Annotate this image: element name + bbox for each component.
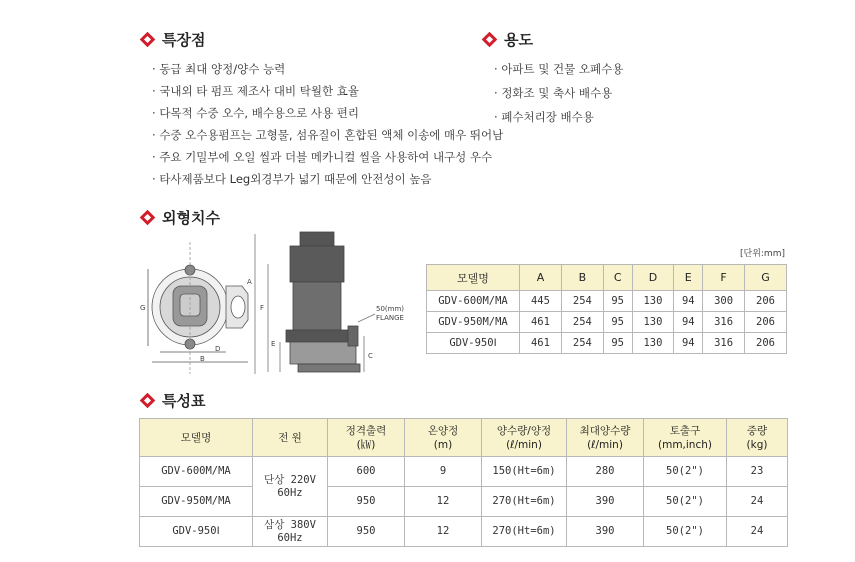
spec-header-cell: [567, 419, 644, 457]
feature-item: · 국내외 타 펌프 제조사 대비 탁월한 효율: [152, 80, 503, 102]
value-cell: 445: [520, 291, 562, 312]
spec-header-cell: [727, 419, 788, 457]
spec-header-line1: 중량: [746, 424, 768, 437]
flow-cell: 270(Ht=6m): [482, 517, 567, 547]
specs-heading: [140, 390, 205, 411]
spec-header-line1: 최대양수량: [579, 424, 631, 437]
dim-label-a: A: [247, 278, 252, 286]
usage-heading: [482, 29, 533, 50]
spec-header-cell: [253, 419, 328, 457]
spec-header-line2: (㎾): [356, 438, 376, 451]
spec-header-line1: 모델명: [180, 431, 212, 444]
head-cell: 12: [405, 517, 482, 547]
output-cell: 950: [328, 517, 405, 547]
usage-title: 용도: [504, 31, 533, 49]
max-flow-cell: 280: [567, 457, 644, 487]
spec-header-line2: (mm,inch): [658, 438, 712, 451]
spec-header-line2: (kg): [746, 438, 768, 451]
value-cell: 206: [745, 291, 787, 312]
spec-header-line1: 정격출력: [345, 424, 387, 437]
value-cell: 461: [520, 312, 562, 333]
dim-label-g: G: [140, 304, 146, 312]
dimension-header-cell: D: [632, 265, 674, 291]
power-line2: 60Hz: [277, 531, 303, 544]
spec-header-cell: [328, 419, 405, 457]
weight-cell: 24: [727, 517, 788, 547]
feature-item: · 동급 최대 양정/양수 능력: [152, 58, 503, 80]
feature-item: · 수중 오수용펌프는 고형물, 섬유질이 혼합된 액체 이송에 매우 뛰어남: [152, 124, 503, 146]
value-cell: 94: [674, 333, 703, 354]
dimension-header-cell: G: [745, 265, 787, 291]
value-cell: 130: [632, 312, 674, 333]
dimensions-title: 외형치수: [162, 209, 220, 227]
dimension-header-cell: F: [703, 265, 745, 291]
max-flow-cell: 390: [567, 517, 644, 547]
features-title: 특장점: [162, 31, 206, 49]
value-cell: 130: [632, 291, 674, 312]
value-cell: 95: [603, 312, 632, 333]
value-cell: 94: [674, 312, 703, 333]
value-cell: 95: [603, 333, 632, 354]
pump-dimension-drawing: [130, 224, 405, 384]
power-cell: [253, 517, 328, 547]
spec-header-cell: [405, 419, 482, 457]
spec-header-line2: (ℓ/min): [506, 438, 542, 451]
dim-label-b: B: [200, 355, 205, 363]
table-row: [427, 333, 787, 354]
usage-list: [494, 58, 623, 130]
power-line2: 60Hz: [277, 486, 303, 499]
features-heading: [140, 29, 205, 50]
model-cell: GDV-950M/MA: [140, 487, 253, 517]
weight-cell: 24: [727, 487, 788, 517]
spec-header-cell: [140, 419, 253, 457]
power-cell: [253, 457, 328, 517]
value-cell: 254: [561, 333, 603, 354]
outlet-cell: 50(2"): [644, 457, 727, 487]
diamond-bullet-icon: [140, 393, 156, 409]
table-row: [140, 517, 788, 547]
spec-table: [139, 418, 788, 547]
dimension-table: [426, 264, 787, 354]
outlet-cell: 50(2"): [644, 487, 727, 517]
pump-top-view: [148, 242, 248, 374]
flow-cell: 150(Ht=6m): [482, 457, 567, 487]
unit-label: [단위:mm]: [740, 249, 785, 259]
spec-header-line1: 전 원: [278, 431, 302, 444]
dimension-header-cell: B: [561, 265, 603, 291]
max-flow-cell: 390: [567, 487, 644, 517]
table-row: [427, 291, 787, 312]
head-cell: 12: [405, 487, 482, 517]
flow-cell: 270(Ht=6m): [482, 487, 567, 517]
table-row: [427, 312, 787, 333]
model-cell: GDV-950Ⅰ: [140, 517, 253, 547]
features-list: [152, 58, 503, 190]
table-row: [140, 457, 788, 487]
value-cell: 300: [703, 291, 745, 312]
feature-item: · 주요 기밀부에 오일 씰과 더블 메카니컬 씰을 사용하여 내구성 우수: [152, 146, 503, 168]
dim-label-d: D: [215, 345, 221, 353]
dimension-header-cell: 모델명: [427, 265, 520, 291]
power-line1: 단상 220V: [264, 473, 316, 486]
spec-header-line1: 온양정: [427, 424, 459, 437]
value-cell: 461: [520, 333, 562, 354]
model-cell: GDV-950M/MA: [427, 312, 520, 333]
value-cell: 95: [603, 291, 632, 312]
dimension-header-cell: C: [603, 265, 632, 291]
value-cell: 316: [703, 333, 745, 354]
usage-item: · 폐수처리장 배수용: [494, 106, 623, 130]
spec-table-header-row: [140, 419, 788, 457]
dim-label-e: E: [271, 340, 276, 348]
dimension-header-cell: E: [674, 265, 703, 291]
diamond-bullet-icon: [482, 32, 498, 48]
power-line1: 삼상 380V: [264, 518, 316, 531]
spec-header-line1: 토출구: [669, 424, 701, 437]
flange-label: FLANGE: [376, 314, 404, 322]
spec-header-line1: 양수량/양정: [496, 424, 552, 437]
feature-item: · 타사제품보다 Leg외경부가 넓기 때문에 안전성이 높음: [152, 168, 503, 190]
specs-title: 특성표: [162, 392, 206, 410]
model-cell: GDV-600M/MA: [427, 291, 520, 312]
value-cell: 316: [703, 312, 745, 333]
head-cell: 9: [405, 457, 482, 487]
dim-label-c: C: [368, 352, 373, 360]
value-cell: 94: [674, 291, 703, 312]
usage-item: · 아파트 및 건물 오폐수용: [494, 58, 623, 82]
model-cell: GDV-600M/MA: [140, 457, 253, 487]
output-cell: 950: [328, 487, 405, 517]
diamond-bullet-icon: [140, 32, 156, 48]
dimension-table-header-row: [427, 265, 787, 291]
output-cell: 600: [328, 457, 405, 487]
value-cell: 254: [561, 291, 603, 312]
flange-size-label: 50(mm): [376, 305, 405, 313]
weight-cell: 23: [727, 457, 788, 487]
usage-item: · 정화조 및 축사 배수용: [494, 82, 623, 106]
pump-side-view: [255, 232, 375, 374]
dimension-header-cell: A: [520, 265, 562, 291]
value-cell: 130: [632, 333, 674, 354]
value-cell: 206: [745, 312, 787, 333]
value-cell: 206: [745, 333, 787, 354]
value-cell: 254: [561, 312, 603, 333]
feature-item: · 다목적 수중 오수, 배수용으로 사용 편리: [152, 102, 503, 124]
spec-header-line2: (m): [433, 438, 453, 451]
table-row: [140, 487, 788, 517]
spec-header-line2: (ℓ/min): [587, 438, 623, 451]
spec-header-cell: [482, 419, 567, 457]
spec-header-cell: [644, 419, 727, 457]
model-cell: GDV-950Ⅰ: [427, 333, 520, 354]
dim-label-f: F: [260, 304, 265, 312]
outlet-cell: 50(2"): [644, 517, 727, 547]
